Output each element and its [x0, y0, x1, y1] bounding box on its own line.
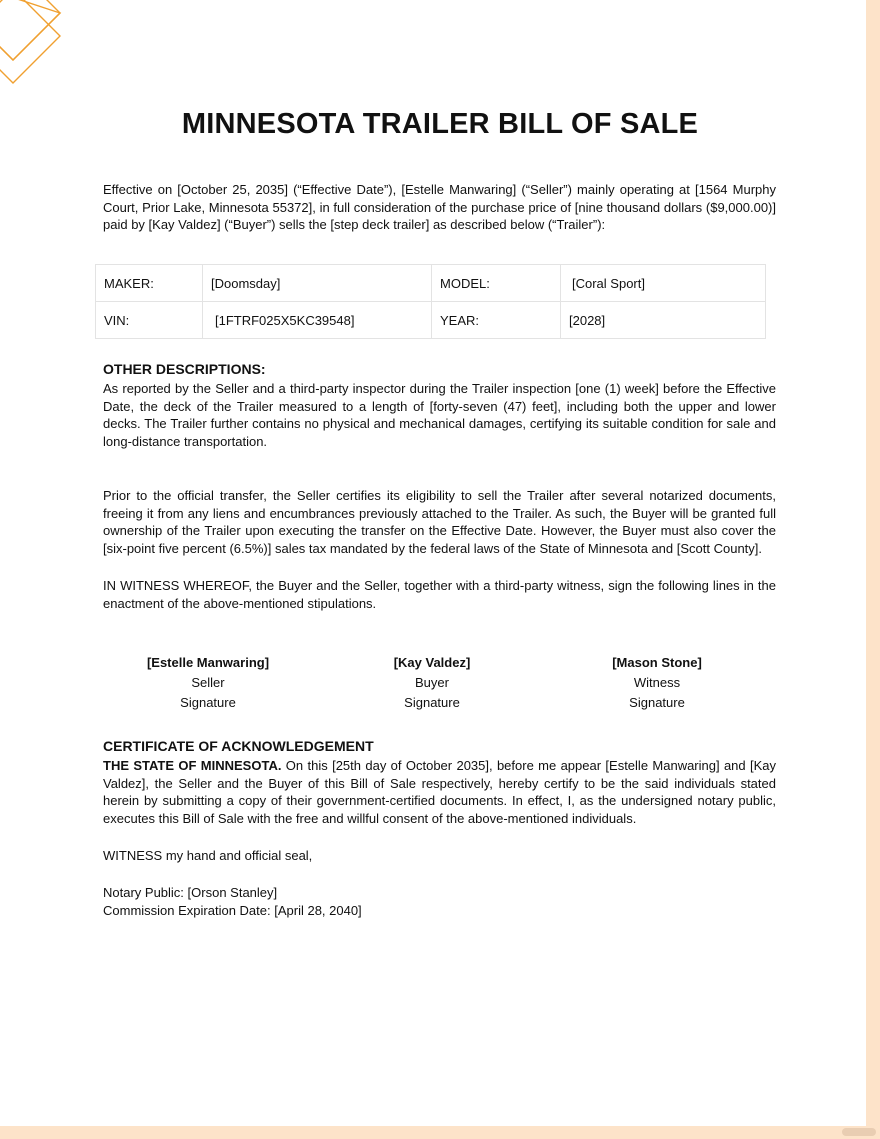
signer-role: Buyer: [415, 675, 449, 690]
table-row: [96, 302, 766, 339]
diamond-decoration-icon: [0, 0, 70, 95]
intro-paragraph: Effective on [October 25, 2035] (“Effective Date”), [Estelle Manwaring] (“Seller”) mainly operating at [1564 Murphy Court, Prior Lake, Minnesota 55372], in full consideration of the purchase price of [nine thousand dollars ($9,000.00)] paid by [Kay Valdez] (“Buyer”) sells the [step deck trailer] as described below (“Trailer”):: [103, 182, 776, 233]
table-row: [96, 265, 766, 302]
table-cell: YEAR:: [432, 302, 561, 339]
table-cell: [Doomsday]: [203, 265, 432, 302]
seller-signature-block: [96, 653, 320, 713]
trailer-details-table: [95, 264, 766, 339]
watermark-badge: [842, 1128, 876, 1136]
other-descriptions-heading: OTHER DESCRIPTIONS:: [103, 361, 266, 377]
signer-role: Seller: [191, 675, 225, 690]
signature-label: Signature: [404, 695, 460, 710]
certificate-heading: CERTIFICATE OF ACKNOWLEDGEMENT: [103, 738, 374, 754]
certificate-paragraph: [103, 757, 776, 827]
witness-paragraph: IN WITNESS WHEREOF, the Buyer and the Seller, together with a third-party witness, sign the following lines in the enactment of the above-mentioned stipulations.: [103, 578, 776, 611]
signer-name: [Kay Valdez]: [393, 655, 471, 670]
commission-expiration-line: Commission Expiration Date: [April 28, 2040]: [103, 903, 362, 918]
table-cell: MAKER:: [96, 265, 203, 302]
signature-label: Signature: [629, 695, 685, 710]
document-title: MINNESOTA TRAILER BILL OF SALE: [181, 108, 699, 140]
signer-name: [Mason Stone]: [612, 655, 702, 670]
witness-hand-line: WITNESS my hand and official seal,: [103, 848, 313, 863]
signer-name: [Estelle Manwaring]: [146, 655, 270, 670]
notary-public-line: Notary Public: [Orson Stanley]: [103, 885, 278, 900]
witness-signature-block: [545, 653, 769, 713]
certificate-lead: THE STATE OF MINNESOTA.: [103, 758, 282, 773]
buyer-signature-block: [320, 653, 544, 713]
other-paragraph-1: As reported by the Seller and a third-party inspector during the Trailer inspection [one (1) week] before the Effective Date, the deck of the Trailer measured to a length of [forty-seven (47) feet], including both the upper and lower decks. The Trailer further contains no physical and mechanical damages, certifying its suitable condition for sale and long-distance transportation.: [103, 381, 776, 449]
table-cell: MODEL:: [432, 265, 561, 302]
table-cell: VIN:: [96, 302, 203, 339]
other-paragraph-2: Prior to the official transfer, the Seller certifies its eligibility to sell the Trailer after several notarized documents, freeing it from any liens and encumbrances previously attached to the Trailer. As such, the Buyer will be granted full ownership of the Trailer upon executing the transfer on the Effective Date. However, the Buyer must also cover the [six-point five percent (6.5%)] sales tax mandated by the federal laws of the State of Minnesota and [Scott County].: [103, 488, 776, 556]
signature-label: Signature: [180, 695, 236, 710]
signer-role: Witness: [633, 675, 681, 690]
certificate-body: On this [25th day of October 2035], before me appear [Estelle Manwaring] and [Kay Valdez], the Seller and the Buyer of this Bill of Sale respectively, hereby certify to be the said individuals stated herein by submitting a copy of their government-certified documents. In effect, I, as the undersigned notary public, executes this Bill of Sale with the free and willful consent of the above-mentioned individuals.: [103, 758, 777, 826]
table-cell: [2028]: [561, 302, 766, 339]
table-cell: [Coral Sport]: [561, 265, 766, 302]
table-cell: [1FTRF025X5KC39548]: [203, 302, 432, 339]
